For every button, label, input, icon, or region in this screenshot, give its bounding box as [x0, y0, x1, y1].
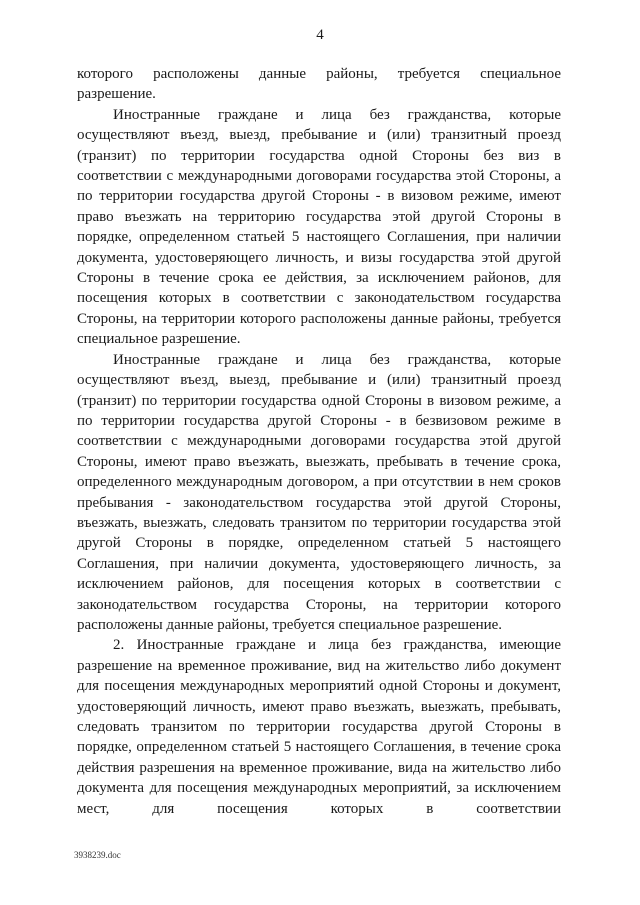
document-body [77, 64, 561, 819]
document-footer-filename: 3938239.doc [74, 850, 121, 860]
paragraph-visa-to-visa-free: Иностранные граждане и лица без гражданства, которые осуществляют въезд, выезд, пребывание и (или) транзитный проезд (транзит) по территории государства одной Стороны в визовом режиме, а по территории государства другой Стороны - в безвизовом режиме в соответствии с международными договорами государства этой другой Стороны, имеют право въезжать, выезжать, пребывать в течение срока, определенного международным договором, а при отсутствии в нем сроков пребывания - законодательством государства этой другой Стороны, въезжать, выезжать, следовать транзитом по территории государства этой другой Стороны в порядке, определенном статьей 5 настоящего Соглашения, при наличии документа, удостоверяющего личность, за исключением районов, для посещения которых в соответствии с законодательством государства Стороны, на территории которого расположены данные районы, требуется специальное разрешение. [77, 351, 561, 633]
paragraph-visa-free-to-visa: Иностранные граждане и лица без гражданства, которые осуществляют въезд, выезд, пребывание и (или) транзитный проезд (транзит) по территории государства одной Стороны без виз в соответствии с международными договорами государства этой Стороны, а по территории государства другой Стороны - в визовом режиме, имеют право въезжать на территорию государства этой другой Стороны в порядке, определенном статьей 5 настоящего Соглашения, при наличии документа, удостоверяющего личность, и визы государства этой другой Стороны в течение срока ее действия, за исключением районов, для посещения которых в соответствии с законодательством государства Стороны, на территории которого расположены данные районы, требуется специальное разрешение. [77, 106, 561, 348]
paragraph-continuation: которого расположены данные районы, требуется специальное разрешение. [77, 66, 561, 103]
page-number: 4 [316, 27, 324, 43]
paragraph-clause-2: 2. Иностранные граждане и лица без гражданства, имеющие разрешение на временное проживание, вид на жительство либо документ для посещения международных мероприятий одной Стороны и документ, удостоверяющий личность, имеют право въезжать, выезжать, пребывать, следовать транзитом по территории государства другой Стороны в порядке, определенном статьей 5 настоящего Соглашения, в течение срока действия разрешения на временное проживание, вида на жительство либо документа для посещения международных мероприятий, за исключением мест, для посещения которых в соответствии [77, 637, 561, 817]
